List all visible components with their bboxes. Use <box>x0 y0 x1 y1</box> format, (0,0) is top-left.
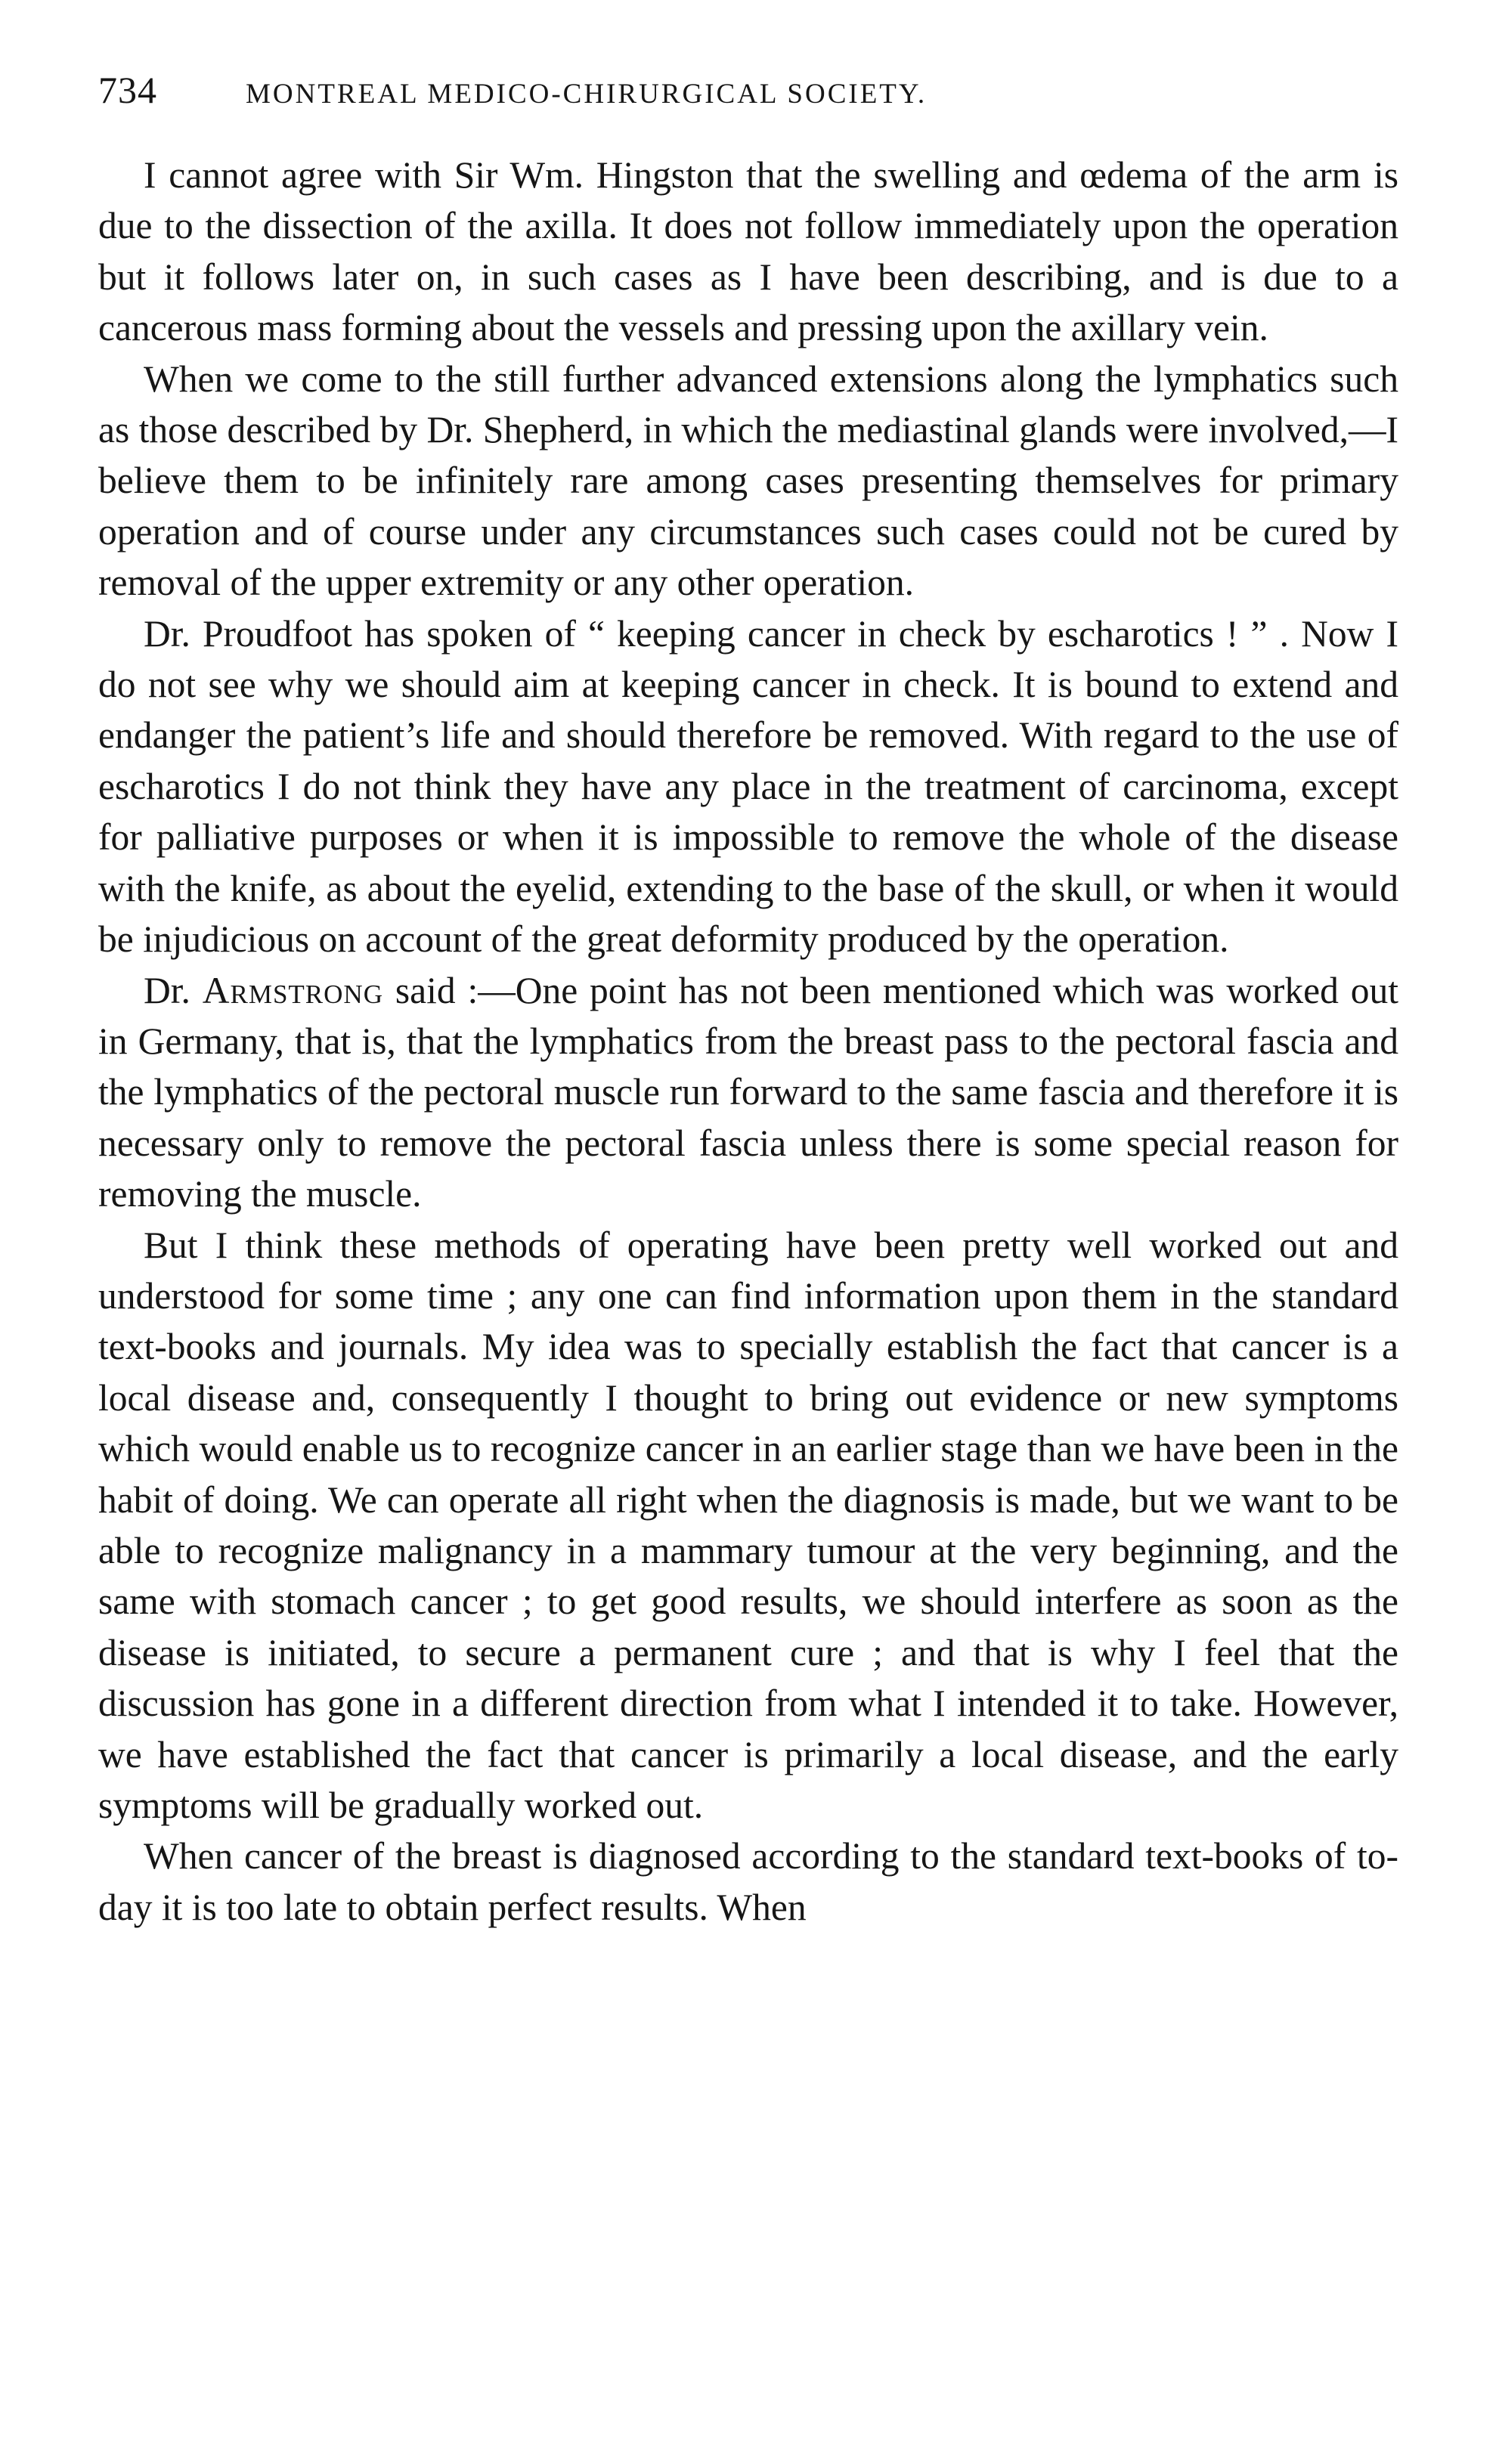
speaker-remarks: said :—One point has not been mentioned which was worked out in Germany, that is, that the lymphatics from the breast pass to the pectoral fascia and the lymphatics of the pectoral muscle run forward to the same fascia and therefore it is necessary only to remove the pectoral fascia unless there is some special reason for removing the muscle. <box>98 969 1399 1215</box>
paragraph-speaker <box>98 965 1398 1220</box>
speaker-name: Armstrong <box>202 969 383 1011</box>
paragraph: When cancer of the breast is diagnosed according to the standard text-books of to-day it is too late to obtain perfect results. When <box>98 1835 1398 1928</box>
book-page <box>98 68 1398 1933</box>
speaker-prefix: Dr. <box>144 969 203 1011</box>
paragraph: Dr. Proudfoot has spoken of “ keeping cancer in check by escharotics ! ” . Now I do not see why we should aim at keeping cancer in check. It is bound to extend and endanger the patient’s life and should therefore be removed. With regard to the use of escharotics I do not think they have any place in the treatment of carcinoma, except for palliative purposes or when it is impossible to remove the whole of the disease with the knife, as about the eyelid, extending to the base of the skull, or when it would be injudicious on account of the great deformity produced by the operation. <box>98 612 1398 961</box>
paragraph: When we come to the still further advanced extensions along the lymphatics such as those described by Dr. Shepherd, in which the mediastinal glands were involved,—I believe them to be infinitely rare among cases presenting themselves for primary operation and of course under any circumstances such cases could not be cured by removal of the upper extremity or any other operation. <box>98 358 1398 604</box>
paragraph: I cannot agree with Sir Wm. Hingston that the swelling and œdema of the arm is due to the dissection of the axilla. It does not follow immediately upon the operation but it follows later on, in such cases as I have been describing, and is due to a cancerous mass forming about the vessels and pressing upon the axillary vein. <box>98 154 1398 349</box>
paragraph: But I think these methods of operating have been pretty well worked out and understood for some time ; any one can find information upon them in the standard text-books and journals. My idea was to specially establish the fact that cancer is a local disease and, consequently I thought to bring out evidence or new symptoms which would enable us to recognize cancer in an earlier stage than we have been in the habit of doing. We can operate all right when the diagnosis is made, but we want to be able to recognize malignancy in a mammary tumour at the very beginning, and the same with stomach cancer ; to get good results, we should interfere as soon as the disease is initiated, to secure a permanent cure ; and that is why I feel that the discussion has gone in a different direction from what I intended it to take. However, we have established the fact that cancer is primarily a local disease, and the early symptoms will be gradually worked out. <box>98 1224 1398 1826</box>
running-head <box>98 68 1398 136</box>
journal-title: MONTREAL MEDICO-CHIRURGICAL SOCIETY. <box>246 79 928 110</box>
page-number: 734 <box>98 69 157 111</box>
body-text <box>98 150 1398 1933</box>
